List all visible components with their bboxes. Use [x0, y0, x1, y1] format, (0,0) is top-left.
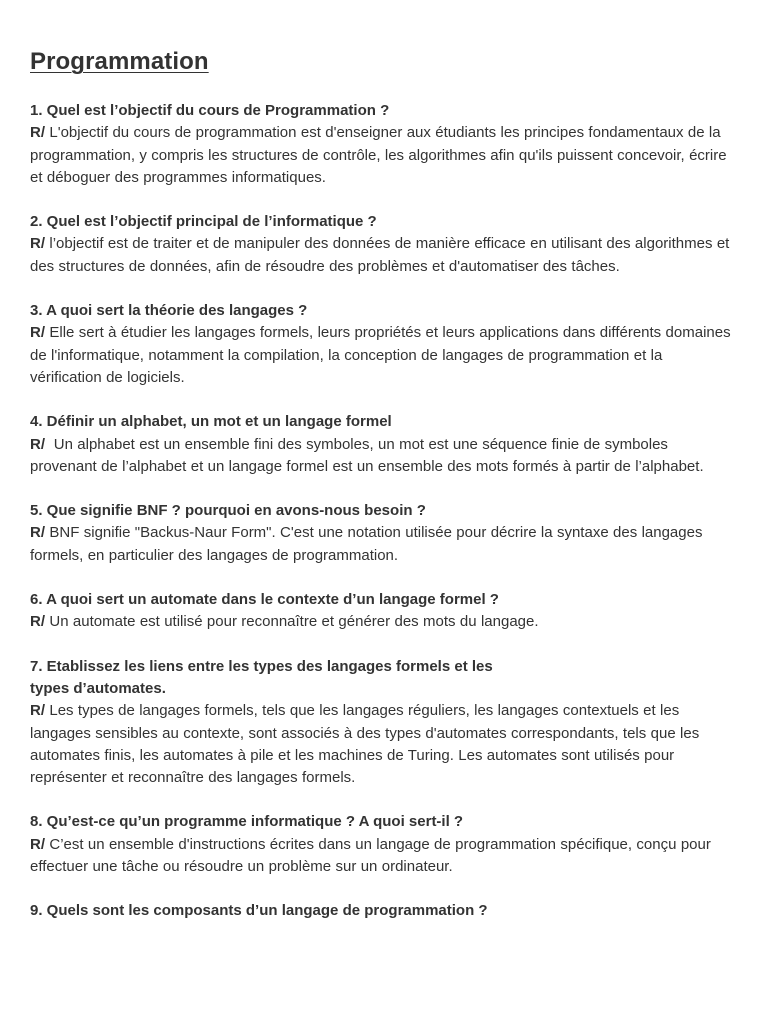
question-1: 1. Quel est l’objectif du cours de Programmation ?	[30, 102, 390, 119]
answer-prefix: R/	[30, 435, 45, 453]
answer-text: BNF signifie "Backus-Naur Form". C'est une notation utilisée pour décrire la syntaxe des langages formels, en particulier des langages de programmation.	[30, 524, 703, 564]
answer-prefix: R/	[30, 524, 45, 542]
answer-text: Un automate est utilisé pour reconnaître et générer des mots du langage.	[45, 613, 539, 631]
answer-5	[30, 522, 738, 567]
question-4: 4. Définir un alphabet, un mot et un langage formel	[30, 413, 392, 431]
qa-item-8	[30, 811, 738, 878]
answer-3	[30, 322, 738, 389]
answer-text: C’est un ensemble d'instructions écrites dans un langage de programmation spécifique, conçu pour effectuer une tâche ou résoudre un problème sur un ordinateur.	[30, 835, 711, 876]
answer-text: Les types de langages formels, tels que les langages réguliers, les langages contextuels et les langages sensibles au contexte, sont associés à des types d'automates correspondants, tels que les automates finis, les automates à pile et les machines de Turing. Les automates sont utilisés pour représenter et reconnaître des langages formels.	[30, 702, 700, 787]
question-5: 5. Que signifie BNF ? pourquoi en avons-nous besoin ?	[30, 502, 426, 520]
answer-text: Elle sert à étudier les langages formels, leurs propriétés et leurs applications dans différents domaines de l'informatique, notamment la compilation, la conception de langages de programmation et la vérification de logiciels.	[30, 324, 731, 386]
qa-item-6	[30, 589, 738, 634]
answer-prefix: R/	[30, 124, 45, 142]
answer-8	[30, 834, 738, 879]
qa-item-2	[30, 211, 738, 278]
page-title: Programmation	[30, 48, 209, 75]
answer-4	[30, 434, 738, 479]
qa-item-9	[30, 900, 738, 922]
question-3: 3. A quoi sert la théorie des langages ?	[30, 302, 308, 320]
qa-item-7	[30, 656, 738, 790]
answer-prefix: R/	[30, 235, 45, 253]
qa-item-4	[30, 411, 738, 478]
answer-6	[30, 611, 738, 633]
answer-prefix: R/	[30, 613, 45, 631]
answer-text: l’objectif est de traiter et de manipuler des données de manière efficace en utilisant des algorithmes et des structures de données, afin de résoudre des problèmes et d'automatiser des tâches.	[30, 235, 730, 275]
answer-1	[30, 122, 738, 189]
question-9: 9. Quels sont les composants d’un langage de programmation ?	[30, 902, 488, 920]
answer-prefix: R/	[30, 702, 45, 720]
qa-item-1	[30, 100, 738, 189]
question-7: 7. Etablissez les liens entre les types des langages formels et les	[30, 657, 493, 675]
answer-7	[30, 700, 738, 789]
answer-prefix: R/	[30, 835, 45, 853]
question-6: 6. A quoi sert un automate dans le contexte d’un langage formel ?	[30, 591, 499, 609]
answer-text: L'objectif du cours de programmation est d'enseigner aux étudiants les principes fondamentaux de la programmation, y compris les structures de contrôle, les algorithmes afin qu'ils puissent concevoir, écrire et déboguer des programmes informatiques.	[30, 124, 727, 186]
answer-2	[30, 233, 738, 278]
qa-item-3	[30, 300, 738, 389]
question-8: 8. Qu’est-ce qu’un programme informatique ? A quoi sert-il ?	[30, 813, 464, 831]
answer-text: Un alphabet est un ensemble fini des symboles, un mot est une séquence finie de symboles provenant de l’alphabet et un langage formel est un ensemble des mots formés à partir de l’alphabet.	[30, 435, 704, 475]
question-2: 2. Quel est l’objectif principal de l’informatique ?	[30, 213, 377, 231]
qa-item-5	[30, 500, 738, 567]
answer-prefix: R/	[30, 324, 45, 342]
question-7-line2: types d’automates.	[30, 679, 166, 697]
